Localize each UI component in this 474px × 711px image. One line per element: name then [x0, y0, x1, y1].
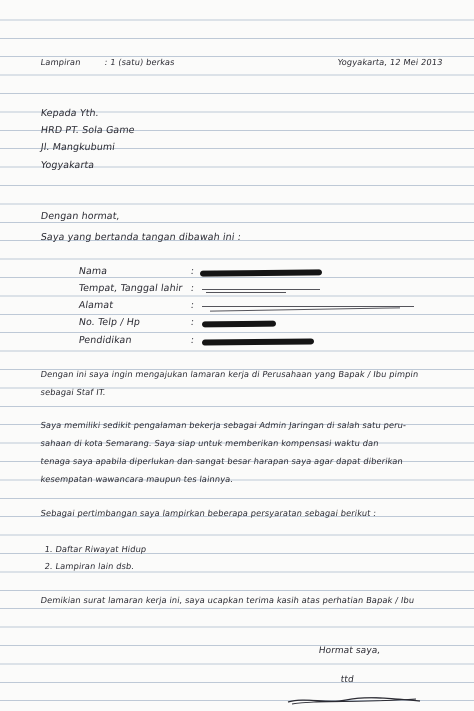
field-label-ttl: Tempat, Tanggal lahir [78, 283, 184, 294]
list-item-2: 2. Lampiran lain dsb. [44, 561, 135, 571]
recipient-line-1: Kepada Yth. [40, 108, 100, 119]
crossed-out-text [202, 289, 320, 290]
redacted-phone [202, 321, 276, 328]
lampiran-label: Lampiran [40, 57, 82, 67]
list-item-1: 1. Daftar Riwayat Hidup [44, 544, 148, 554]
crossed-out-text [206, 292, 286, 293]
field-label-telp: No. Telp / Hp [78, 317, 141, 328]
field-label-nama: Nama [78, 266, 108, 277]
lampiran-value: : 1 (satu) berkas [104, 57, 176, 67]
para2-line-1: Saya memiliki sedikit pengalaman bekerja sebagai Admin Jaringan di salah satu peru- [40, 420, 407, 430]
redacted-education [202, 338, 314, 345]
para2-line-2: sahaan di kota Semarang. Saya siap untuk memberikan kompensasi waktu dan [40, 438, 380, 448]
salutation: Dengan hormat, [40, 211, 121, 222]
signoff-greeting: Hormat saya, [318, 646, 382, 656]
field-label-alamat: Alamat [78, 300, 114, 311]
place-date: Yogyakarta, 12 Mei 2013 [337, 57, 444, 67]
field-sep: : [190, 300, 195, 311]
field-sep: : [190, 317, 195, 328]
field-sep: : [190, 283, 195, 294]
field-label-pendidikan: Pendidikan [78, 335, 133, 346]
recipient-line-4: Yogyakarta [40, 160, 95, 171]
para2-line-4: kesempatan wawancara maupun tes lainnya. [40, 474, 234, 484]
para1-line-1: Dengan ini saya ingin mengajukan lamaran kerja di Perusahaan yang Bapak / Ibu pimpin [40, 369, 420, 379]
signoff-ttd: ttd [340, 675, 355, 685]
intro-line: Saya yang bertanda tangan dibawah ini : [40, 232, 242, 243]
field-sep: : [190, 335, 195, 346]
redacted-name [200, 269, 322, 276]
recipient-line-2: HRD PT. Sola Game [40, 125, 136, 136]
para2-line-3: tenaga saya apabila diperlukan dan sangat besar harapan saya agar dapat diberikan [40, 456, 404, 466]
field-sep: : [190, 266, 195, 277]
closing-line: Demikian surat lamaran kerja ini, saya ucapkan terima kasih atas perhatian Bapak / Ibu [40, 595, 415, 605]
para1-line-2: sebagai Staf IT. [40, 387, 107, 397]
para3-line: Sebagai pertimbangan saya lampirkan beberapa persyaratan sebagai berikut : [40, 508, 377, 518]
crossed-out-text [210, 307, 400, 312]
recipient-line-3: Jl. Mangkubumi [40, 142, 116, 153]
crossed-out-signature-name [286, 694, 422, 706]
